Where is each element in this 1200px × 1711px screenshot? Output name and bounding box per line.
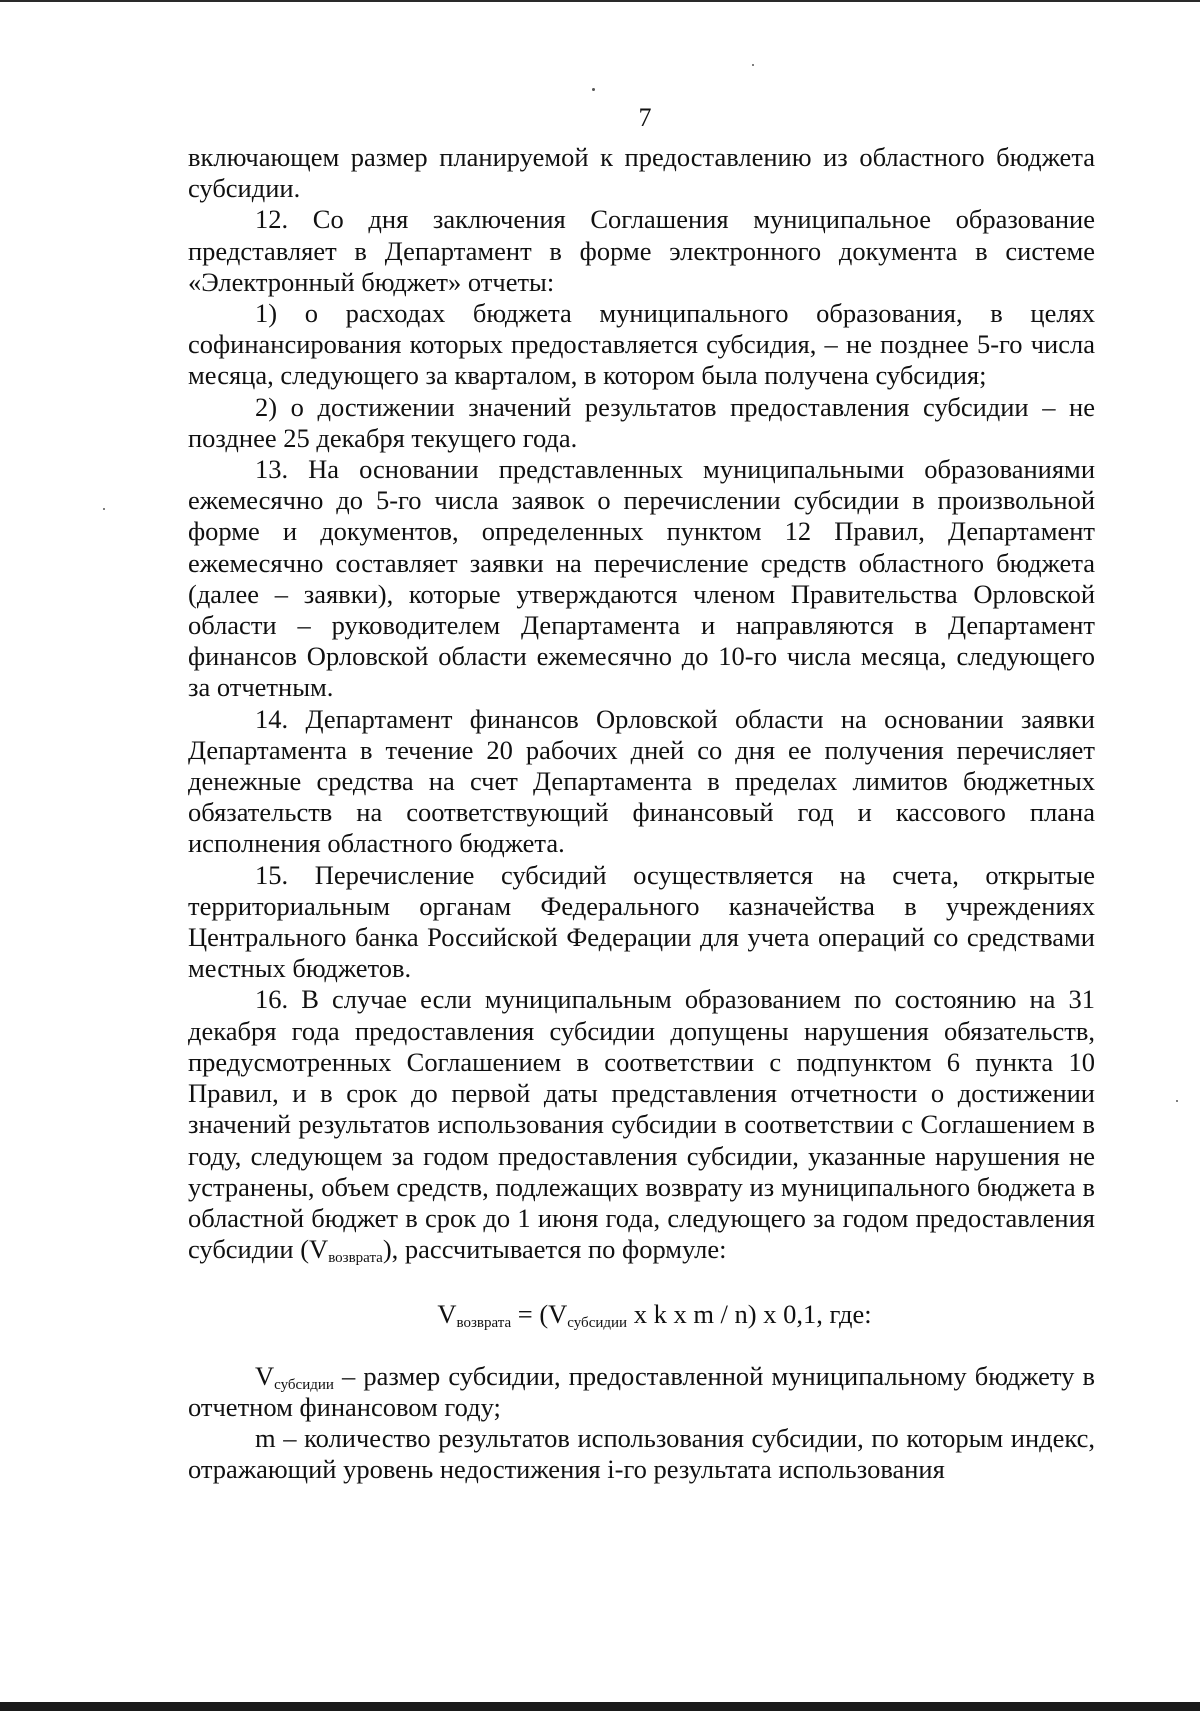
definition-v-subsidy (188, 1361, 1095, 1423)
formula-v-return-subscript: возврата (456, 1315, 512, 1332)
scan-top-edge (0, 0, 1200, 2)
definition-v-symbol: V (255, 1360, 275, 1391)
paragraph-14: 14. Департамент финансов Орловской области на основании заявки Департамента в течение 20 рабочих дней со дня ее получения перечисляет денежные средства на счет Департамента в пределах лимитов бюджетных обязательств на соответствующий финансовый год и кассового плана исполнения областного бюджета. (188, 703, 1095, 859)
paragraph-12-item-2: 2) о достижении значений результатов предоставления субсидии – не позднее 25 декабря текущего года. (188, 391, 1095, 453)
document-body (188, 142, 1095, 1485)
scan-speck (103, 508, 105, 510)
page-number: 7 (638, 103, 652, 132)
formula-v-return: V (437, 1299, 457, 1330)
paragraph-16-tail: ), рассчитывается по формуле: (382, 1234, 727, 1265)
formula (188, 1299, 1095, 1330)
scan-bottom-edge (0, 1702, 1200, 1711)
formula-equals: = (V (511, 1299, 568, 1330)
scan-speck (592, 88, 595, 91)
paragraph-15: 15. Перечисление субсидий осуществляется на счета, открытые территориальным органам Федерального казначейства в учреждениях Центрального банка Российской Федерации для учета операций со средствами местных бюджетов. (188, 859, 1095, 984)
scan-speck (752, 64, 754, 66)
paragraph-16 (188, 984, 1095, 1265)
paragraph-12: 12. Со дня заключения Соглашения муниципальное образование представляет в Департамент в форме электронного документа в системе «Электронный бюджет» отчеты: (188, 204, 1095, 297)
paragraph-16-text: 16. В случае если муниципальным образованием по состоянию на 31 декабря года предоставления субсидии допущены нарушения обязательств, предусмотренных Соглашением в соответствии с подпунктом 6 пункта 10 Правил, и в срок до первой даты представления отчетности о достижении значений результатов использования субсидии в соответствии с Соглашением в году, следующем за годом предоставления субсидии, указанные нарушения не устранены, объем средств, подлежащих возврату из муниципального бюджета в областной бюджет в срок до 1 июня года, следующего за годом предоставления субсидии (V (188, 984, 1095, 1265)
v-return-subscript: возврата (328, 1250, 383, 1267)
scan-speck (1176, 1100, 1178, 1102)
formula-tail: x k x m / n) x 0,1, где: (627, 1299, 872, 1330)
formula-v-subsidy-subscript: субсидии (567, 1315, 628, 1332)
definition-v-subscript: субсидии (274, 1376, 334, 1393)
paragraph-13: 13. На основании представленных муниципальными образованиями ежемесячно до 5-го числа заявок о перечислении субсидии в произвольной форме и документов, определенных пунктом 12 Правил, Департамент ежемесячно составляет заявки на перечисление средств областного бюджета (далее – заявки), которые утверждаются членом Правительства Орловской области – руководителем Департамента и направляются в Департамент финансов Орловской области ежемесячно до 10-го числа месяца, следующего за отчетным. (188, 454, 1095, 703)
definition-v-text: – размер субсидии, предоставленной муниципальному бюджету в отчетном финансовом году; (188, 1360, 1095, 1422)
paragraph-12-item-1: 1) о расходах бюджета муниципального образования, в целях софинансирования которых предоставляется субсидия, – не позднее 5-го числа месяца, следующего за кварталом, в котором была получена субсидия; (188, 298, 1095, 391)
definition-m: m – количество результатов использования субсидии, по которым индекс, отражающий уровень недостижения i-го результата использования (188, 1422, 1095, 1485)
paragraph-continuation: включающем размер планируемой к предоставлению из областного бюджета субсидии. (188, 142, 1095, 204)
